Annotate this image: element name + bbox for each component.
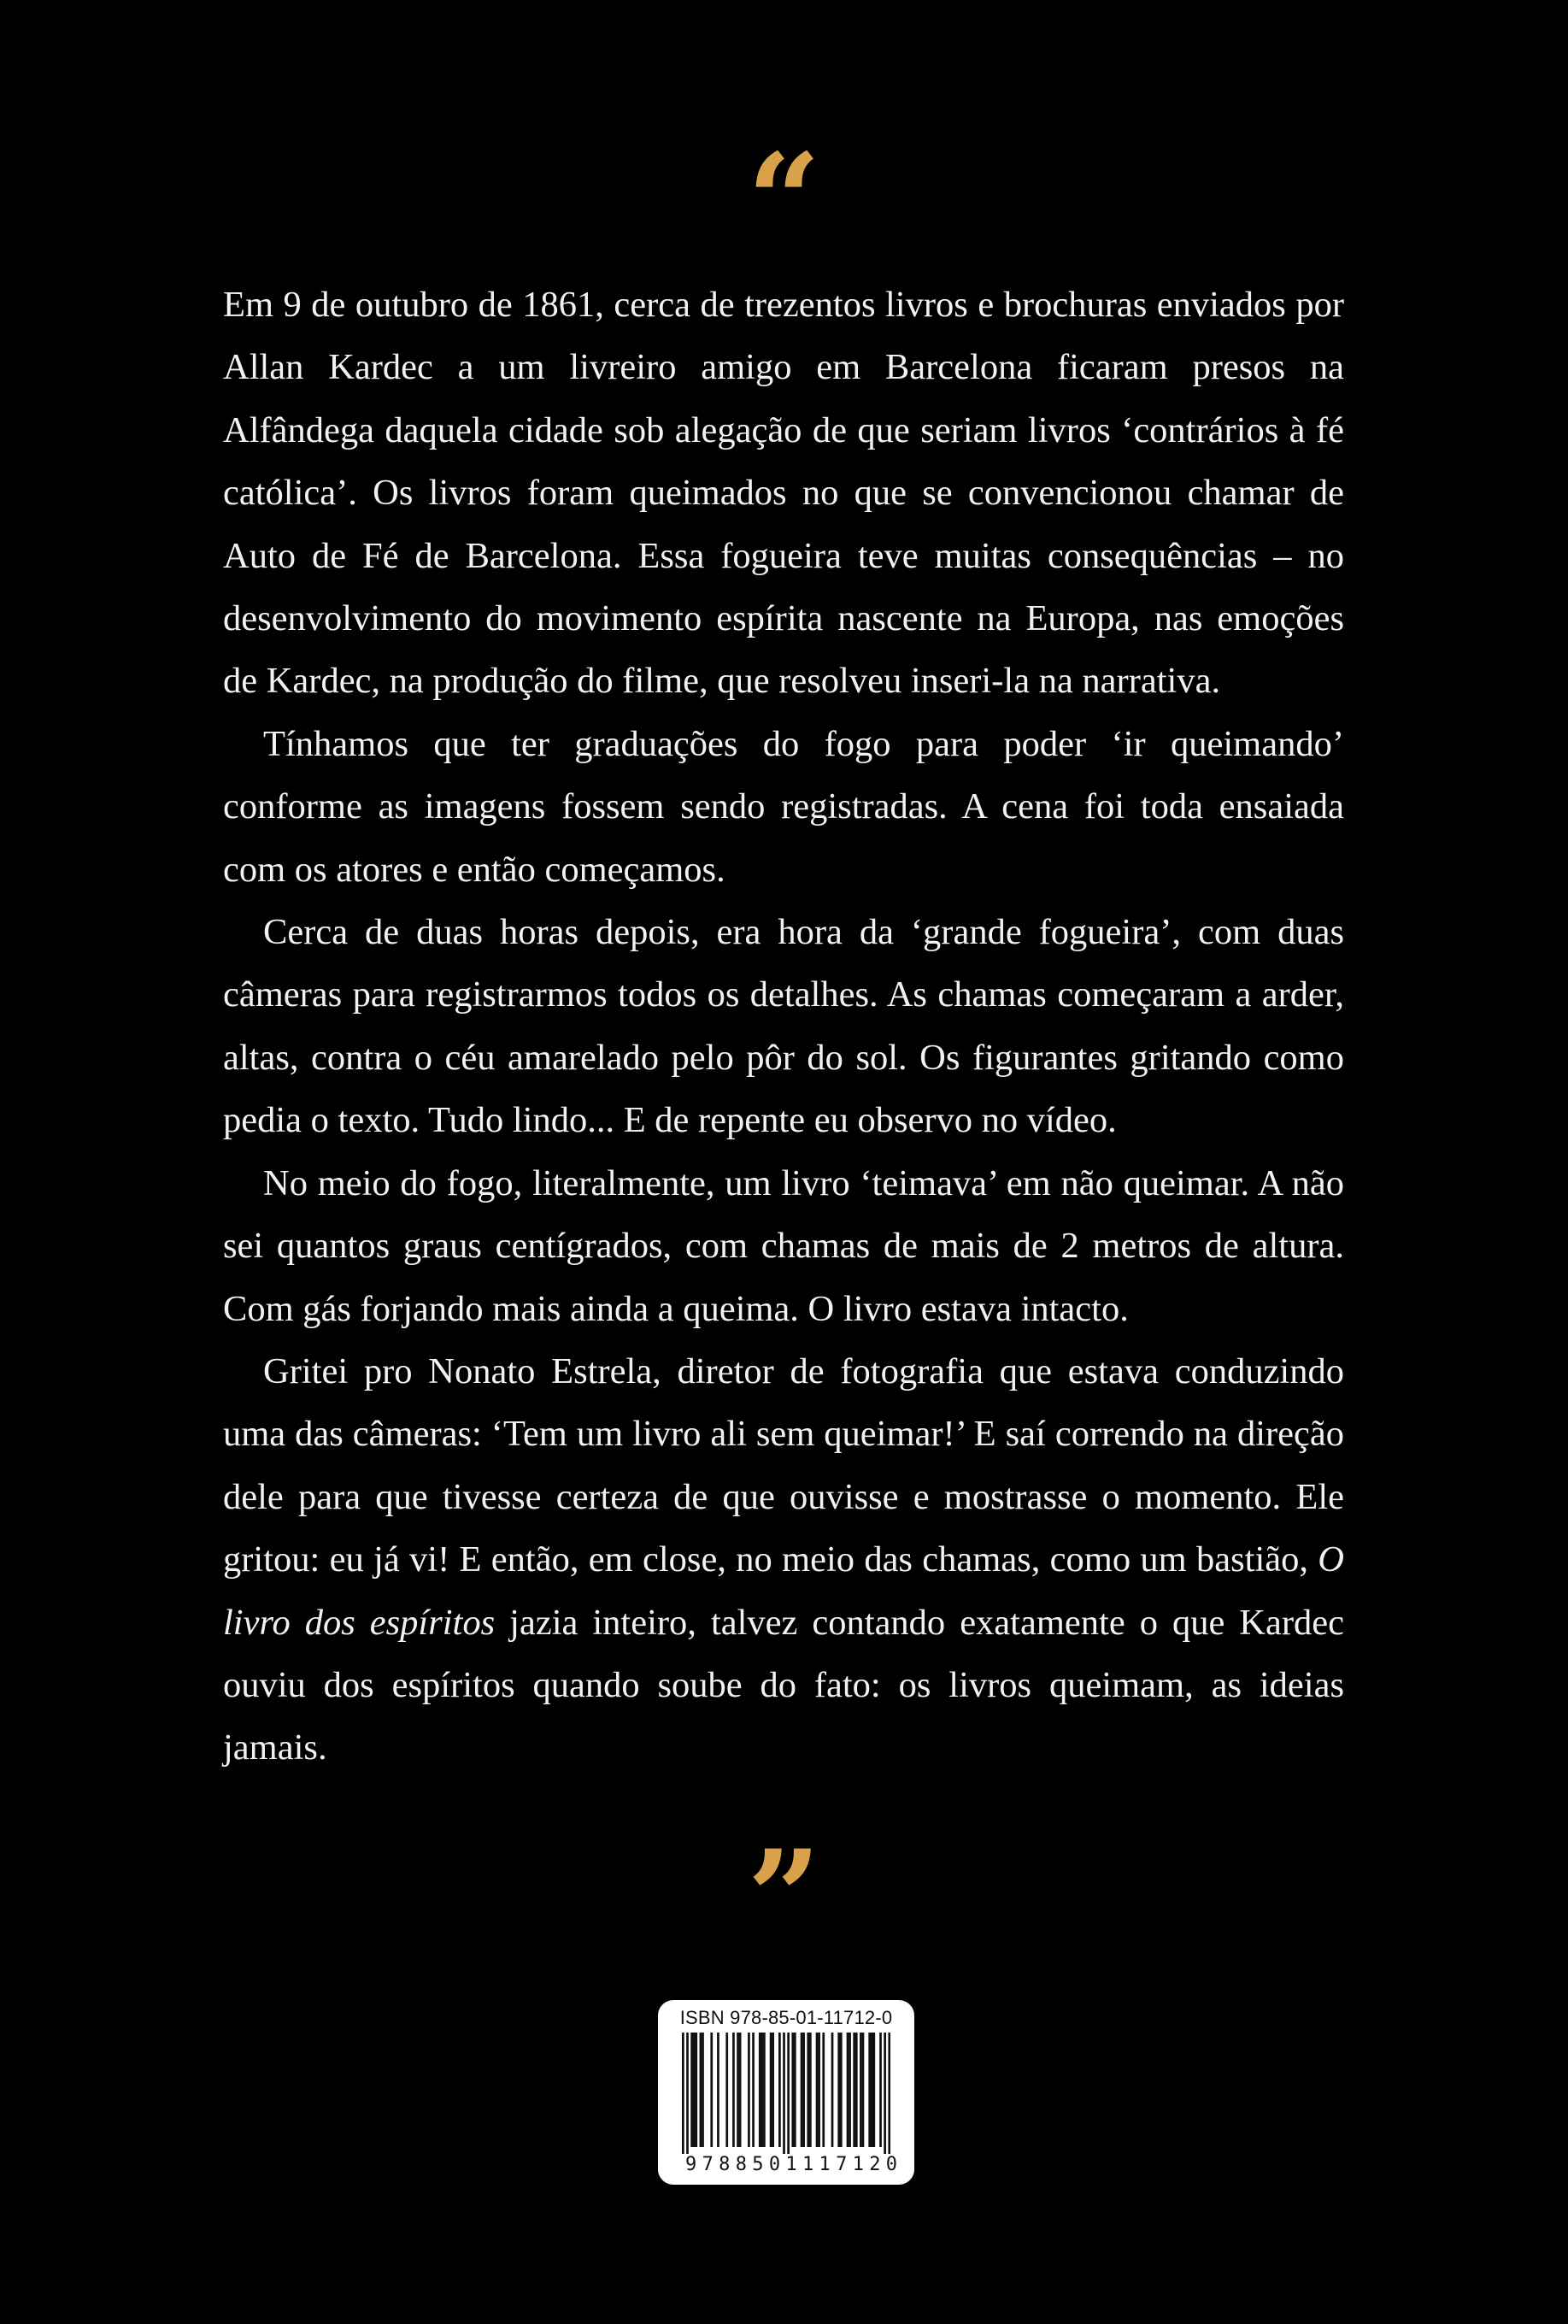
isbn-label: ISBN 978-85-01-11712-0	[679, 2007, 893, 2028]
barcode-bar	[794, 2033, 796, 2147]
book-title-italic: O livro dos espíritos	[223, 1539, 1344, 1643]
ean-digit: 8	[719, 2154, 731, 2175]
ean-digit: 1	[785, 2154, 797, 2175]
ean-digit: 1	[819, 2154, 831, 2175]
barcode-bar	[791, 2033, 794, 2147]
paragraph-5-start: Gritei pro Nonato Estrela, diretor de fotografia que estava conduzindo uma das câmeras: ‘Tem um livro ali sem queimar!’ E saí correndo na direção dele para que tivesse certeza de que ouvisse e mostrasse o momento. Ele gritou: eu já vi! E então, em close, no meio das chamas, como um bastião,	[223, 1350, 1344, 1580]
barcode-bar	[816, 2033, 819, 2147]
barcode-bar	[822, 2033, 825, 2147]
barcode-bar	[888, 2033, 890, 2154]
barcode-bar	[686, 2033, 689, 2154]
ean-digit: 7	[702, 2154, 714, 2175]
barcode-bar	[847, 2033, 849, 2147]
paragraph-2: Tínhamos que ter graduações do fogo para poder ‘ir queimando’ conforme as imagens fossem sendo registradas. A cena foi toda ensaiada com os atores e então começamos.	[223, 723, 1344, 890]
barcode-bar	[770, 2033, 772, 2147]
barcode-bar	[837, 2033, 840, 2147]
barcode-bar	[759, 2033, 761, 2147]
barcode-bar	[761, 2033, 763, 2147]
opening-quote-mark: “	[747, 126, 821, 276]
isbn-barcode-box	[658, 2000, 914, 2185]
barcode-bar	[831, 2033, 834, 2147]
barcode-bar	[695, 2033, 697, 2147]
ean-digit: 1	[852, 2154, 864, 2175]
ean-digit: 7	[836, 2154, 848, 2175]
paragraph-5-end: jazia inteiro, talvez contando exatamente o que Kardec ouviu dos espíritos quando soube do fato: os livros queimam, as ideias jamais.	[223, 1602, 1344, 1768]
barcode-bar	[717, 2033, 719, 2147]
paragraph-5	[223, 1340, 1344, 1780]
barcode-bar	[862, 2033, 865, 2147]
barcode-bar	[690, 2033, 693, 2147]
ean-digits	[685, 2154, 897, 2175]
barcode-bar	[702, 2033, 704, 2147]
ean-digit: 0	[768, 2154, 781, 2175]
barcode-bar	[772, 2033, 774, 2147]
barcode-bar	[801, 2033, 803, 2147]
barcode-bar	[710, 2033, 713, 2147]
ean-digit: 9	[685, 2154, 697, 2175]
barcode-bar	[849, 2033, 851, 2147]
ean-digit: 0	[885, 2154, 897, 2175]
paragraph-1: Em 9 de outubro de 1861, cerca de trezentos livros e brochuras enviados por Allan Kardec a um livreiro amigo em Barcelona ficaram presos na Alfândega daquela cidade sob alegação de que seriam livros ‘contrários à fé católica’. Os livros foram queimados no que se convencionou chamar de Auto de Fé de Barcelona. Essa fogueira teve muitas consequências – no desenvolvimento do movimento espírita nascente na Europa, nas emoções de Kardec, na produção do filme, que resolveu inseri-la na narrativa.	[223, 285, 1344, 702]
barcode-bar	[818, 2033, 820, 2147]
back-cover-text	[223, 274, 1344, 1780]
barcode-bar	[783, 2033, 785, 2154]
barcode-bar	[739, 2033, 742, 2147]
ean-digit: 8	[735, 2154, 747, 2175]
barcode-bar	[763, 2033, 766, 2147]
barcode-bar	[725, 2033, 728, 2147]
barcode-bar	[700, 2033, 702, 2147]
barcode-bar	[872, 2033, 875, 2147]
barcode-bar	[853, 2033, 855, 2147]
barcode-bar	[752, 2033, 755, 2147]
barcode-bar	[868, 2033, 871, 2147]
ean-digit: 1	[802, 2154, 814, 2175]
barcode-bar	[879, 2033, 882, 2147]
barcode-bar	[732, 2033, 735, 2147]
barcode-bar	[871, 2033, 873, 2147]
barcode-bar	[787, 2033, 790, 2154]
barcode-bar	[693, 2033, 696, 2147]
barcode-icon	[682, 2033, 890, 2154]
paragraph-3: Cerca de duas horas depois, era hora da ‘grande fogueira’, com duas câmeras para registrarmos todos os detalhes. As chamas começaram a arder, altas, contra o céu amarelado pelo pôr do sol. Os figurantes gritando como pedia o texto. Tudo lindo... E de repente eu observo no vídeo.	[223, 912, 1344, 1141]
barcode-bar	[807, 2033, 809, 2147]
barcode-bar	[778, 2033, 781, 2147]
barcode-bar	[809, 2033, 812, 2147]
barcode-bar	[855, 2033, 858, 2147]
ean-digit: 2	[869, 2154, 881, 2175]
barcode-bar	[682, 2033, 684, 2154]
barcode-bar	[802, 2033, 805, 2147]
closing-quote-mark: ”	[747, 1822, 821, 1973]
barcode-bar	[748, 2033, 750, 2147]
barcode-bar	[840, 2033, 843, 2147]
barcode-bar	[860, 2033, 862, 2147]
barcode-bar	[884, 2033, 886, 2154]
barcode-bar	[737, 2033, 739, 2147]
paragraph-4: No meio do fogo, literalmente, um livro ‘teimava’ em não queimar. A não sei quantos graus centígrados, com chamas de mais de 2 metros de altura. Com gás forjando mais ainda a queima. O livro estava intacto.	[223, 1162, 1344, 1329]
ean-digit: 5	[752, 2154, 764, 2175]
